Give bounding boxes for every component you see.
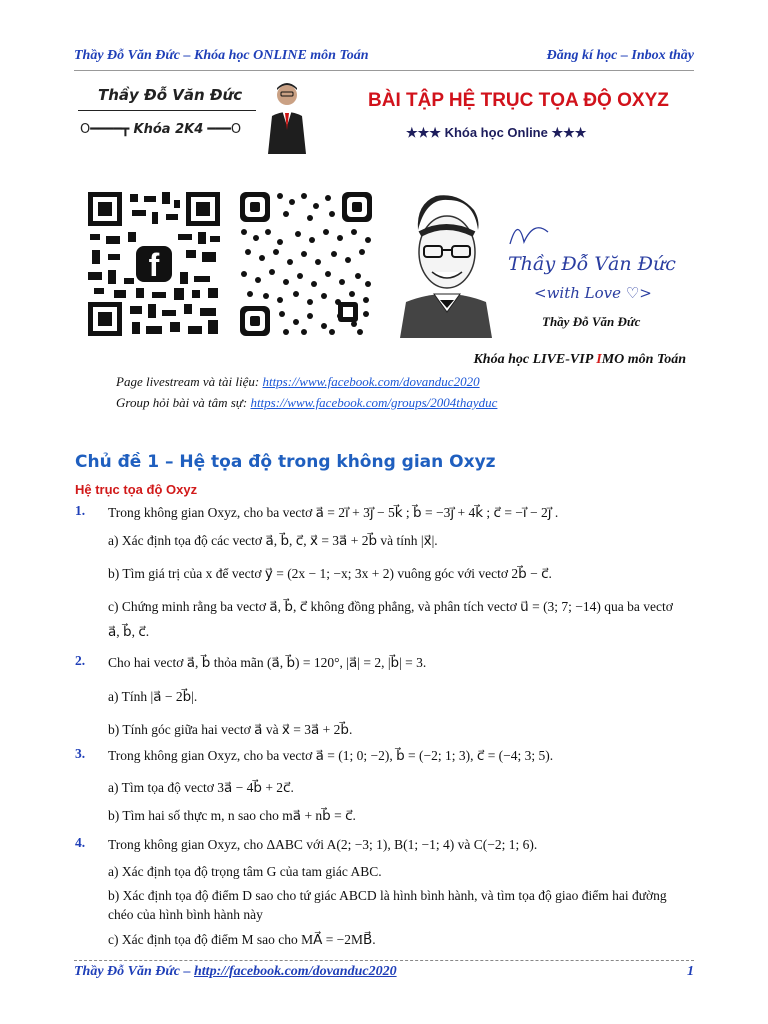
problem-4c: c) Xác định tọa độ điểm M sao cho MA⃗ = −2MB⃗. — [108, 932, 376, 947]
problem-4b: b) Xác định tọa độ điểm D sao cho tứ giác ABCD là hình bình hành, và tìm tọa độ giao điểm hai đường — [108, 888, 667, 903]
group-qr-code[interactable] — [240, 192, 372, 336]
footer-link[interactable]: http://facebook.com/dovanduc2020 — [194, 964, 397, 979]
banner-title: BÀI TẬP HỆ TRỤC TỌA ĐỘ OXYZ — [368, 90, 669, 111]
banner-key — [80, 122, 241, 137]
page-link[interactable]: https://www.facebook.com/dovanduc2020 — [262, 374, 480, 389]
teacher-portrait-small — [264, 80, 310, 154]
page-label: Page livestream và tài liệu: — [116, 374, 263, 389]
problem-4-stem: Trong không gian Oxyz, cho ΔABC với A(2; −3; 1), B(1; −1; 4) và C(−2; 1; 6). — [108, 837, 538, 852]
footer-credit — [74, 964, 397, 980]
header-right-text: Đăng kí học – Inbox thầy — [546, 48, 694, 63]
banner-teacher-name: Thầy Đỗ Văn Đức — [98, 86, 243, 104]
banner-subtitle: ★★★ Khóa học Online ★★★ — [406, 125, 587, 140]
problem-4b-cont: chéo của hình bình hành này — [108, 907, 263, 922]
problem-4-number: 4. — [75, 835, 86, 850]
course-banner — [76, 80, 692, 154]
group-link[interactable]: https://www.facebook.com/groups/2004thayduc — [250, 395, 498, 410]
banner-course-label: Khóa 2K4 — [133, 122, 204, 137]
header-divider — [74, 70, 694, 71]
problem-3b: b) Tìm hai số thực m, n sao cho ma⃗ + nb⃗ = c⃗. — [108, 808, 356, 823]
group-line — [116, 395, 497, 411]
topic-heading: Chủ đề 1 – Hệ tọa độ trong không gian Oxyz — [75, 452, 496, 472]
problem-1b: b) Tìm giá trị của x để vectơ y⃗ = (2x − 1; −x; 3x + 2) vuông góc với vectơ 2b⃗ − c⃗. — [108, 566, 552, 581]
page-livestream-line — [116, 374, 480, 390]
key-icon: O━━━━┳ — [80, 122, 130, 137]
course-line: Khóa học LIVE-VIP IMO môn Toán — [473, 352, 686, 367]
svg-text:<with Love ♡>: <with Love ♡> — [534, 284, 652, 302]
problem-3a: a) Tìm tọa độ vectơ 3a⃗ − 4b⃗ + 2c⃗. — [108, 780, 294, 795]
teacher-portrait-sketch — [396, 190, 496, 338]
key-end-icon: ━━━O — [207, 122, 242, 137]
header-left-text: Thầy Đỗ Văn Đức – Khóa học ONLINE môn Toán — [74, 48, 369, 63]
problem-1-stem: Trong không gian Oxyz, cho ba vectơ a⃗ = 2i⃗ + 3j⃗ − 5k⃗ ; b⃗ = −3j⃗ + 4k⃗ ; c⃗ = −i⃗ − 2j⃗ . — [108, 505, 559, 520]
problem-1c: c) Chứng minh rằng ba vectơ a⃗, b⃗, c⃗ không đồng phẳng, và phân tích vectơ u⃗ = (3; 7; −14) qua ba vectơ — [108, 599, 673, 614]
group-label: Group hỏi bài và tâm sự: — [116, 395, 251, 410]
svg-text:Thầy Đỗ Văn Đức: Thầy Đỗ Văn Đức — [508, 253, 676, 275]
subtopic-heading: Hệ trục tọa độ Oxyz — [75, 482, 198, 497]
problem-2-stem: Cho hai vectơ a⃗, b⃗ thỏa mãn (a⃗, b⃗) = 120°, |a⃗| = 2, |b⃗| = 3. — [108, 655, 427, 670]
problem-1-number: 1. — [75, 503, 86, 518]
facebook-qr-code[interactable] — [88, 192, 220, 336]
svg-text:f: f — [148, 247, 160, 283]
problem-2-number: 2. — [75, 653, 86, 668]
problem-2b: b) Tính góc giữa hai vectơ a⃗ và x⃗ = 3a⃗ + 2b⃗. — [108, 722, 353, 737]
problem-1c-cont: a⃗, b⃗, c⃗. — [108, 624, 150, 639]
problem-3-stem: Trong không gian Oxyz, cho ba vectơ a⃗ = (1; 0; −2), b⃗ = (−2; 1; 3), c⃗ = (−4; 3; 5). — [108, 748, 554, 763]
page-header — [74, 48, 694, 68]
problem-1a: a) Xác định tọa độ các vectơ a⃗, b⃗, c⃗, x⃗ = 3a⃗ + 2b⃗ và tính |x⃗|. — [108, 533, 438, 548]
problem-3-number: 3. — [75, 746, 86, 761]
page-number: 1 — [687, 964, 694, 979]
problem-4a: a) Xác định tọa độ trọng tâm G của tam giác ABC. — [108, 864, 382, 879]
handwritten-signature — [504, 214, 688, 306]
signature-caption: Thầy Đỗ Văn Đức — [542, 314, 641, 329]
problem-2a: a) Tính |a⃗ − 2b⃗|. — [108, 689, 198, 704]
banner-rule — [78, 110, 256, 111]
footer-name: Thầy Đỗ Văn Đức – — [74, 964, 194, 979]
footer-divider — [74, 960, 694, 961]
